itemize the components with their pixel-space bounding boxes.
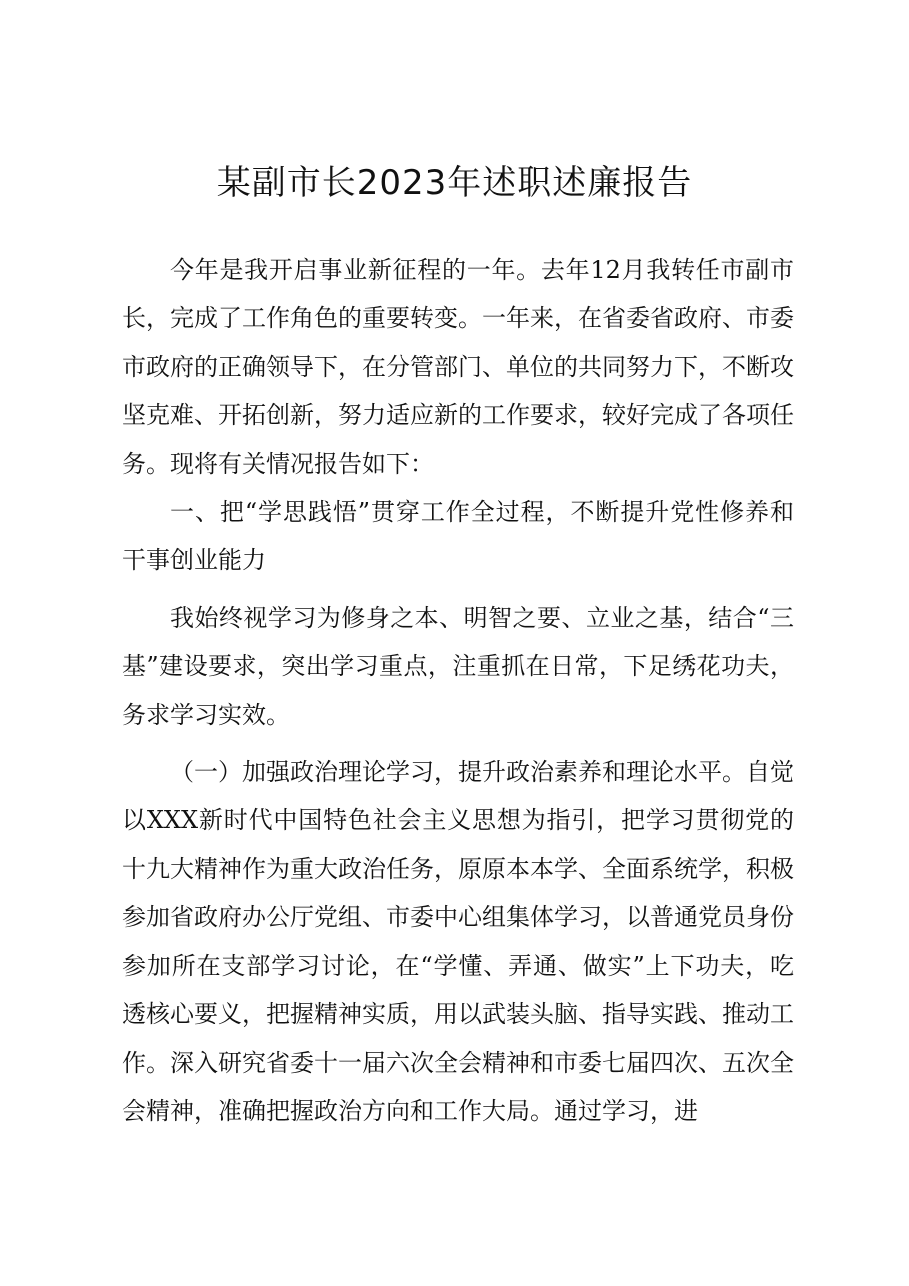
paragraph-subsection-1: （一）加强政治理论学习，提升政治素养和理论水平。自觉以XXX新时代中国特色社会主义思想为指引，把学习贯彻党的十九大精神作为重大政治任务，原原本本学、全面系统学，积极参加省政府办公厅党组、市委中心组集体学习，以普通党员身份参加所在支部学习讨论，在“学懂、弄通、做实”上下功夫，吃透核心要义，把握精神实质，用以武装头脑、指导实践、推动工作。深入研究省委十一届六次全会精神和市委七届四次、五次全会精神，准确把握政治方向和工作大局。通过学习，进 (122, 758, 794, 1125)
section-heading-1: 一、把“学思践悟”贯穿工作全过程，不断提升党性修养和干事创业能力 (122, 498, 794, 575)
document-title: 某副市长2023年述职述廉报告 (216, 163, 693, 203)
paragraph-intro: 今年是我开启事业新征程的一年。去年12月我转任市副市长，完成了工作角色的重要转变。一年来，在省委省政府、市委市政府的正确领导下，在分管部门、单位的共同努力下，不断攻坚克难、开拓创新，努力适应新的工作要求，较好完成了各项任务。现将有关情况报告如下： (122, 256, 794, 478)
paragraph-study: 我始终视学习为修身之本、明智之要、立业之基，结合“三基”建设要求，突出学习重点，注重抓在日常，下足绣花功夫，务求学习实效。 (122, 603, 794, 729)
document-body (122, 246, 794, 1135)
